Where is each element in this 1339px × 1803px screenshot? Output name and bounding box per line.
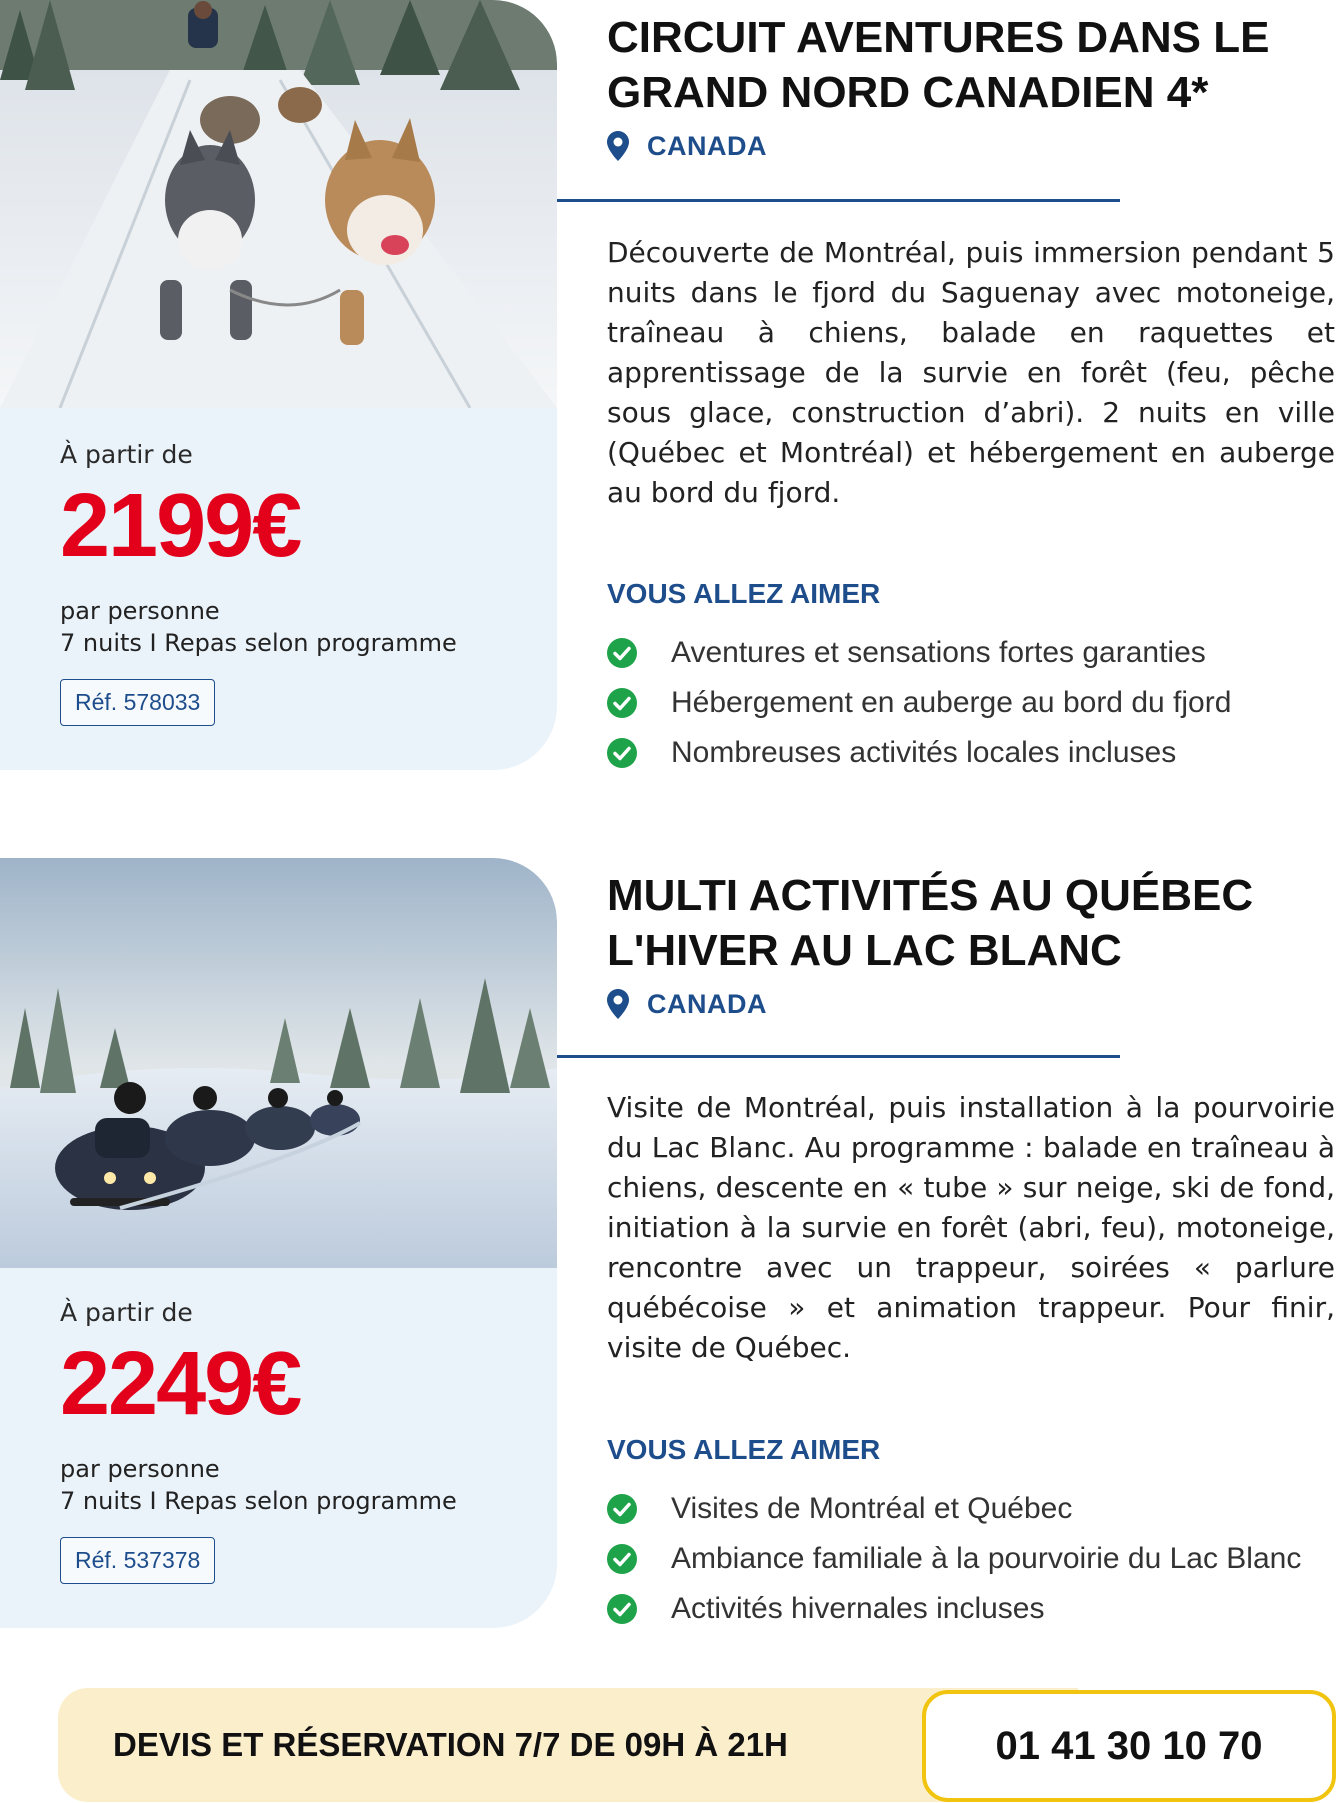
location-label: CANADA: [647, 988, 767, 1019]
list-item: [607, 1484, 1301, 1534]
price-block: [60, 440, 540, 726]
offer-title-line1: MULTI ACTIVITÉS AU QUÉBEC: [607, 871, 1254, 920]
you-will-like-title: VOUS ALLEZ AIMER: [607, 578, 881, 609]
nights-meals-label: 7 nuits I Repas selon programme: [60, 1487, 457, 1515]
like-text: Aventures et sensations fortes garanties: [671, 636, 1206, 669]
reference-badge: Réf. 537378: [60, 1537, 215, 1584]
offer-title-line1: CIRCUIT AVENTURES DANS LE: [607, 13, 1270, 62]
offer-card[interactable]: [0, 858, 1339, 1628]
check-circle-icon: [607, 1544, 637, 1574]
you-will-like-title: VOUS ALLEZ AIMER: [607, 1434, 881, 1465]
price: 2249€: [60, 1334, 301, 1434]
list-item: [607, 1584, 1301, 1634]
likes-list: [607, 1484, 1301, 1634]
price: 2199€: [60, 476, 301, 576]
divider: [557, 199, 1120, 202]
per-person-label: par personne: [60, 597, 220, 625]
check-circle-icon: [607, 1494, 637, 1524]
from-label: À partir de: [60, 1298, 193, 1327]
like-text: Nombreuses activités locales incluses: [671, 736, 1177, 769]
offer-title-line2: L'HIVER AU LAC BLANC: [607, 926, 1122, 975]
location: [607, 984, 1332, 1024]
check-circle-icon: [607, 688, 637, 718]
location: [607, 126, 1332, 166]
offer-title[interactable]: [607, 868, 1332, 978]
list-item: [607, 628, 1231, 678]
like-text: Hébergement en auberge au bord du fjord: [671, 686, 1232, 719]
snowmobile-photo: [0, 858, 557, 1268]
offer-header: [607, 858, 1332, 1024]
nights-meals-label: 7 nuits I Repas selon programme: [60, 629, 457, 657]
offer-header: [607, 0, 1332, 166]
offer-card[interactable]: [0, 0, 1339, 770]
location-label: CANADA: [647, 130, 767, 161]
offer-title-line2: GRAND NORD CANADIEN 4*: [607, 68, 1209, 117]
offer-price-panel: [0, 0, 557, 770]
map-pin-icon: [607, 989, 629, 1019]
list-item: [607, 1534, 1301, 1584]
like-text: Visites de Montréal et Québec: [671, 1492, 1073, 1525]
booking-hours-label: DEVIS ET RÉSERVATION 7/7 DE 09H À 21H: [113, 1726, 788, 1763]
map-pin-icon: [607, 131, 629, 161]
husky-dog-sled-photo: [0, 0, 557, 408]
likes-list: [607, 628, 1231, 778]
phone-number-button[interactable]: 01 41 30 10 70: [922, 1690, 1336, 1802]
like-text: Ambiance familiale à la pourvoirie du Lac Blanc: [671, 1542, 1302, 1575]
per-person-label: par personne: [60, 1455, 220, 1483]
reference-badge: Réf. 578033: [60, 679, 215, 726]
check-circle-icon: [607, 738, 637, 768]
check-circle-icon: [607, 1594, 637, 1624]
offer-price-panel: [0, 858, 557, 1628]
offer-title[interactable]: [607, 10, 1332, 120]
offer-description: Découverte de Montréal, puis immersion pendant 5 nuits dans le fjord du Saguenay avec motoneige, traîneau à chiens, balade en raquettes et apprentissage de la survie en forêt (feu, pêche sous glace, construction d’abri). 2 nuits en ville (Québec et Montréal) et hébergement en auberge au bord du fjord.: [607, 236, 1335, 509]
list-item: [607, 678, 1231, 728]
price-block: [60, 1298, 540, 1584]
divider: [557, 1055, 1120, 1058]
from-label: À partir de: [60, 440, 193, 469]
list-item: [607, 728, 1231, 778]
check-circle-icon: [607, 638, 637, 668]
offer-description: Visite de Montréal, puis installation à la pourvoirie du Lac Blanc. Au programme : balade en traîneau à chiens, descente en « tube » sur neige, ski de fond, initiation à la survie en forêt (abri, feu), motoneige, rencontre avec un trappeur, soirées « parlure québécoise » et animation trappeur. Pour finir, visite de Québec.: [607, 1091, 1335, 1364]
like-text: Activités hivernales incluses: [671, 1592, 1045, 1625]
booking-footer: [58, 1688, 1336, 1802]
